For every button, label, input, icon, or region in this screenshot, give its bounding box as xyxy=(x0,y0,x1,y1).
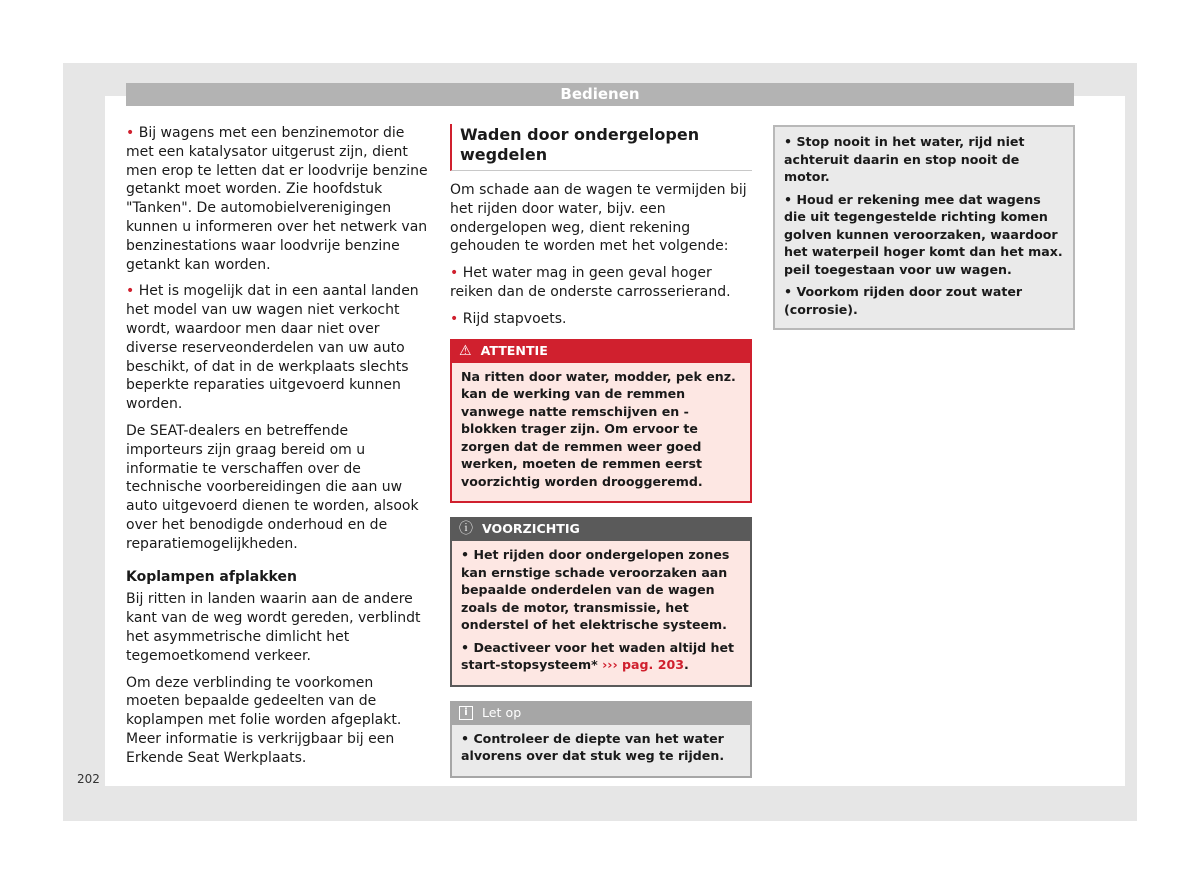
continued-caution-box xyxy=(773,125,1075,330)
subheading: Koplampen afplakken xyxy=(126,568,297,585)
list-item: • Voorkom rijden door zout water (corrosie). xyxy=(784,284,1023,317)
page-reference-link[interactable]: ››› pag. 203 xyxy=(602,657,685,673)
info-icon: i xyxy=(459,706,473,720)
warning-triangle-icon: ⚠ xyxy=(459,342,472,359)
column-left xyxy=(126,124,428,776)
column-middle xyxy=(450,124,752,792)
column-right xyxy=(773,124,1075,330)
list-item: • Deactiveer voor het waden altijd het start-stopsysteem* ››› pag. 203. xyxy=(461,639,735,673)
warning-header: ⚠ ATTENTIE xyxy=(450,339,752,363)
caution-header: ⓘ VOORZICHTIG xyxy=(450,517,752,541)
paragraph: De SEAT-dealers en betreffende importeurs zijn graag bereid om u informatie te verschaffen over de technische voorbereidingen die aan uw auto uitgevoerd dienen te worden, alsook over het benodigde onderhoud en de reparatiemogelijkheden. xyxy=(126,422,419,552)
list-item: • Rijd stapvoets. xyxy=(450,310,567,327)
list-item: • Het is mogelijk dat in een aantal landen het model van uw wagen niet verkocht wordt, waardoor men daar niet over diverse reserveonderdelen van uw auto beschikt, of dat in de werkplaats slechts beperkte reparaties uitgevoerd kunnen worden. xyxy=(126,283,419,413)
list-item: • Controleer de diepte van het water alvorens over dat stuk weg te rijden. xyxy=(461,730,725,764)
section-title: Waden door ondergelopen wegdelen xyxy=(450,124,752,171)
paragraph: Bij ritten in landen waarin aan de andere kant van de weg wordt gereden, verblindt het asymmetrische dimlicht het tegemoetkomend verkeer. xyxy=(126,591,421,664)
section-header: Bedienen xyxy=(126,83,1074,106)
caution-box xyxy=(450,517,752,687)
bullet-icon: • xyxy=(126,283,135,300)
warning-body: Na ritten door water, modder, pek enz. kan de werking van de remmen vanwege natte remschijven en -blokken trager zijn. Om ervoor te zorgen dat de remmen weer goed werken, moeten de remmen eerst voorzichtig worden drooggeremd. xyxy=(450,363,752,504)
list-item: • Stop nooit in het water, rijd niet achteruit daarin en stop nooit de motor. xyxy=(784,134,1025,184)
note-body xyxy=(450,725,752,778)
bullet-icon: • xyxy=(450,265,459,282)
list-item: • Houd er rekening mee dat wagens die uit tegengestelde richting komen golven kunnen veroorzaken, waardoor het waterpeil hoger komt dan het max. peil toegestaan voor uw wagen. xyxy=(784,191,1063,277)
list-item: • Bij wagens met een benzinemotor die met een katalysator uitgerust zijn, dient men erop te letten dat er loodvrije benzine getankt moet worden. Zie hoofdstuk "Tanken". De automobielverenigingen kunnen u informeren over het netwerk van benzinestations waar loodvrije benzine getankt kan worden. xyxy=(126,125,428,273)
warning-box xyxy=(450,339,752,504)
note-header: i Let op xyxy=(450,701,752,725)
bullet-icon: • xyxy=(450,310,459,327)
page-number: 202 xyxy=(77,772,100,786)
paragraph: Om schade aan de wagen te vermijden bij het rijden door water, bijv. een ondergelopen weg, dient rekening gehouden te worden met het volgende: xyxy=(450,182,747,255)
list-item: • Het water mag in geen geval hoger reiken dan de onderste carrosserierand. xyxy=(450,265,731,300)
paragraph: Om deze verblinding te voorkomen moeten bepaalde gedeelten van de koplampen met folie worden afgeplakt. Meer informatie is verkrijgbaar bij een Erkende Seat Werkplaats. xyxy=(126,674,402,766)
exclamation-circle-icon: ⓘ xyxy=(459,521,473,538)
caution-body xyxy=(450,541,752,687)
list-item: • Het rijden door ondergelopen zones kan ernstige schade veroorzaken aan bepaalde onderdelen van de wagen zoals de motor, transmissie, het onderstel of het elektrische systeem. xyxy=(461,547,730,633)
note-box xyxy=(450,701,752,778)
bullet-icon: • xyxy=(126,125,135,141)
